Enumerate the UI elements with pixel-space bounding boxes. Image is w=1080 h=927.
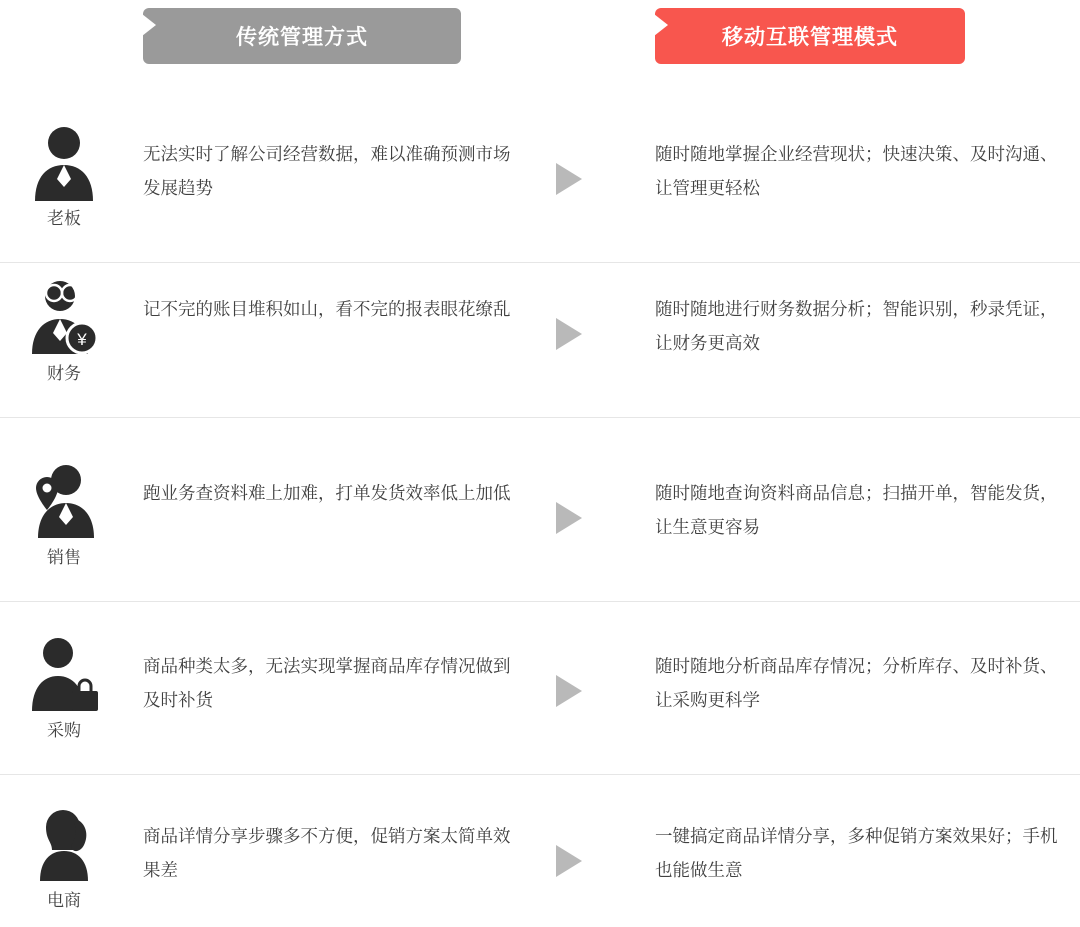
- persona-label: 财务: [47, 364, 81, 383]
- persona-label: 电商: [47, 891, 81, 910]
- ecommerce-icon: [0, 803, 128, 885]
- row-divider: [0, 601, 1080, 602]
- mobile-text: 随时随地查询资料商品信息；扫描开单，智能发货，让生意更容易: [655, 483, 1058, 537]
- persona-label: 采购: [47, 721, 81, 740]
- banner-traditional-label: 传统管理方式: [236, 26, 368, 49]
- traditional-text: 跑业务查资料难上加难，打单发货效率低上加低: [143, 483, 511, 503]
- arrow-right-icon: [556, 675, 582, 707]
- persona-purchasing: [0, 633, 128, 741]
- boss-icon: [0, 121, 128, 203]
- banner-mobile-label: 移动互联管理模式: [722, 26, 898, 49]
- table-row: [0, 268, 1080, 418]
- banner-tail-icon: [654, 14, 668, 36]
- traditional-text: 商品种类太多，无法实现掌握商品库存情况做到及时补货: [143, 656, 511, 710]
- mobile-text: 随时随地掌握企业经营现状；快速决策、及时沟通、让管理更轻松: [655, 144, 1058, 198]
- arrow-right-icon: [556, 163, 582, 195]
- traditional-text: 商品详情分享步骤多不方便，促销方案太简单效果差: [143, 826, 511, 880]
- row-divider: [0, 417, 1080, 418]
- mobile-text: 一键搞定商品详情分享，多种促销方案效果好；手机也能做生意: [655, 826, 1058, 880]
- table-row: [0, 452, 1080, 602]
- arrow-right-icon: [556, 845, 582, 877]
- persona-label: 老板: [47, 209, 81, 228]
- persona-label: 销售: [47, 548, 81, 567]
- persona-ecommerce: [0, 803, 128, 911]
- traditional-text: 无法实时了解公司经营数据，难以准确预测市场发展趋势: [143, 144, 511, 198]
- row-divider: [0, 774, 1080, 775]
- row-divider: [0, 262, 1080, 263]
- table-row: [0, 625, 1080, 775]
- persona-sales: [0, 460, 128, 568]
- persona-boss: [0, 121, 128, 229]
- finance-icon: [0, 276, 128, 358]
- mobile-text: 随时随地进行财务数据分析；智能识别，秒录凭证，让财务更高效: [655, 299, 1058, 353]
- table-row: [0, 113, 1080, 263]
- arrow-right-icon: [556, 502, 582, 534]
- table-row: [0, 795, 1080, 927]
- banner-mobile: [655, 8, 965, 64]
- svg-text:¥: ¥: [77, 330, 87, 349]
- traditional-text: 记不完的账目堆积如山，看不完的报表眼花缭乱: [143, 299, 511, 319]
- arrow-right-icon: [556, 318, 582, 350]
- purchasing-icon: [0, 633, 128, 715]
- persona-finance: [0, 276, 128, 384]
- banner-traditional: [143, 8, 461, 64]
- mobile-text: 随时随地分析商品库存情况；分析库存、及时补货、让采购更科学: [655, 656, 1058, 710]
- sales-icon: [0, 460, 128, 542]
- banner-tail-icon: [142, 14, 156, 36]
